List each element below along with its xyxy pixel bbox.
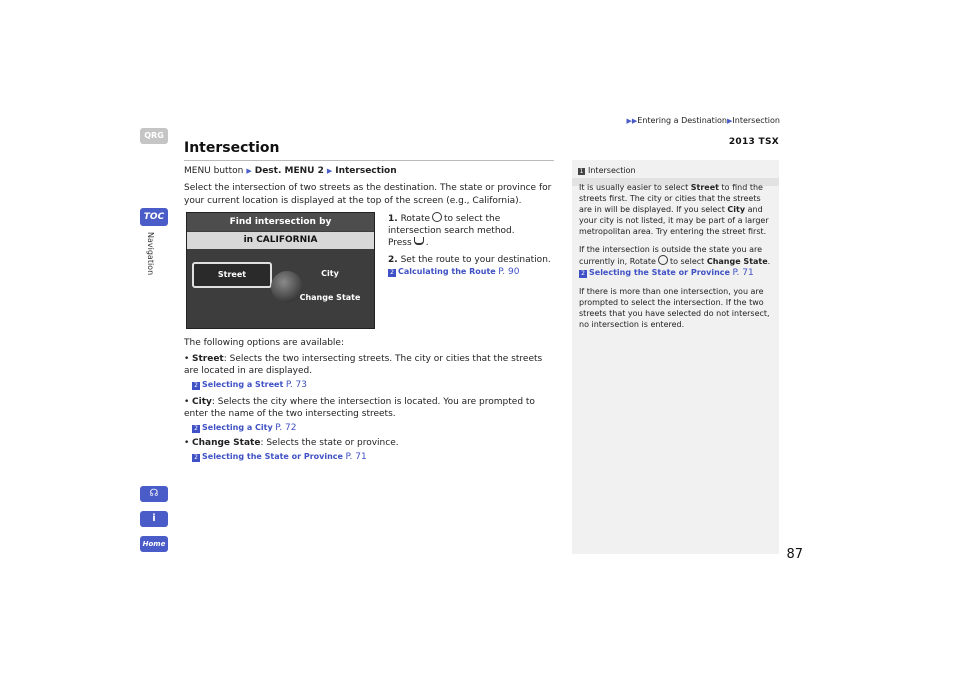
note-paragraph (579, 244, 773, 279)
note-bold: Change State (706, 257, 768, 266)
step-number: 2. (388, 255, 398, 265)
note-bold: City (727, 205, 746, 214)
option-desc: : Selects the city where the intersection is located. You are prompted to enter the name of the two intersecting streets. (184, 397, 535, 419)
screen-state-band: in CALIFORNIA (187, 232, 374, 249)
bullet: • (184, 354, 190, 364)
ref-page: P. 71 (732, 268, 754, 278)
breadcrumb-section[interactable]: Entering a Destination (637, 116, 728, 125)
menu-path-step2: Intersection (335, 166, 397, 176)
option-change-state (184, 437, 554, 463)
step-2 (388, 254, 553, 278)
note-text: to find the streets first. The city or cities that the streets are in will be displayed. If you select (579, 183, 763, 214)
note-bold: Street (690, 183, 719, 192)
breadcrumb (626, 116, 780, 125)
toc-tab[interactable]: TOC (140, 208, 168, 226)
step-text: Set the route to your destination. (400, 255, 551, 265)
option-name: City (192, 397, 212, 407)
option-city (184, 396, 554, 434)
cross-reference-link[interactable] (192, 452, 367, 461)
note-marker-icon: 1 (579, 168, 584, 175)
step-text: to select the intersection search method. (388, 214, 515, 236)
note-text: It is usually easier to select (579, 183, 689, 192)
ref-page: P. 72 (275, 423, 297, 433)
section-label: Navigation (146, 232, 155, 276)
voice-command-icon[interactable]: ☊ (140, 486, 168, 502)
ref-page: P. 71 (345, 452, 367, 462)
arrow-icon: ▶ (326, 167, 333, 175)
side-note (572, 160, 779, 554)
page-title: Intersection (184, 140, 280, 156)
step-text: Rotate (400, 214, 431, 224)
option-desc: : Selects the state or province. (260, 438, 399, 448)
menu-path-start: MENU button (184, 166, 244, 176)
reference-icon: 2 (192, 382, 200, 390)
arrow-icon: ▶ (727, 117, 733, 125)
ref-label: Selecting the State or Province (202, 452, 343, 461)
ref-label: Selecting a City (202, 423, 273, 432)
reference-icon: 2 (579, 270, 587, 278)
screen-city-button: City (321, 269, 339, 278)
note-text: and your city is not listed, it may be part of a larger metropolitan area. Try entering the street first. (579, 205, 769, 236)
note-title: Intersection (588, 166, 636, 175)
breadcrumb-page: Intersection (732, 116, 780, 125)
note-text: . (767, 257, 771, 266)
press-knob-icon (414, 237, 424, 245)
info-icon[interactable]: i (140, 511, 168, 527)
reference-icon: 2 (192, 454, 200, 462)
option-name: Change State (192, 438, 261, 448)
rotate-knob-icon (658, 255, 668, 265)
reference-icon: 2 (192, 425, 200, 433)
cross-reference-link[interactable] (388, 267, 519, 276)
qrg-tab[interactable]: QRG (140, 128, 168, 144)
intro-text: Select the intersection of two streets as the destination. The state or province for your current location is displayed at the top of the screen (e.g., California). (184, 183, 552, 206)
option-name: Street (192, 354, 224, 364)
rotate-knob-icon (432, 212, 442, 222)
navigation-screen-image (186, 212, 375, 329)
note-text: If the intersection is outside the state you are currently in, Rotate (579, 245, 763, 266)
cross-reference-link[interactable] (579, 268, 754, 277)
page-number: 87 (786, 547, 803, 562)
option-desc: : Selects the two intersecting streets. The city or cities that the streets are located in are displayed. (184, 354, 543, 376)
ref-label: Selecting a Street (202, 380, 284, 389)
menu-path-step1: Dest. MENU 2 (254, 166, 324, 176)
home-button[interactable]: Home (140, 536, 168, 552)
note-paragraph (579, 182, 773, 237)
note-paragraph: If there is more than one intersection, you are prompted to select the intersection. If the two streets that you have selected do not intersect, no intersection is entered. (579, 287, 770, 329)
model-label: 2013 TSX (728, 137, 779, 147)
step-number: 1. (388, 214, 398, 224)
screen-header: Find intersection by (187, 213, 374, 231)
bullet: • (184, 397, 190, 407)
ref-page: P. 73 (285, 380, 308, 390)
bullet: • (184, 438, 190, 448)
ref-page: P. 90 (498, 267, 520, 277)
cross-reference-link[interactable] (192, 380, 307, 389)
title-divider (184, 160, 554, 161)
arrow-icon: ▶▶ (626, 117, 638, 125)
options-intro: The following options are available: (184, 338, 345, 348)
step-1 (388, 212, 553, 249)
screen-street-button: Street (192, 262, 272, 288)
ref-label: Selecting the State or Province (589, 268, 730, 277)
note-text: to select (669, 257, 705, 266)
arrow-icon: ▶ (246, 167, 252, 175)
note-heading (578, 166, 636, 175)
ref-label: Calculating the Route (398, 267, 496, 276)
note-body (579, 182, 773, 337)
menu-path (184, 166, 397, 176)
reference-icon: 2 (388, 269, 396, 277)
screen-change-state-button: Change State (299, 293, 361, 302)
step-text: . (425, 238, 429, 248)
step-text: Press (388, 238, 412, 248)
cross-reference-link[interactable] (192, 423, 296, 432)
option-street (184, 353, 554, 391)
